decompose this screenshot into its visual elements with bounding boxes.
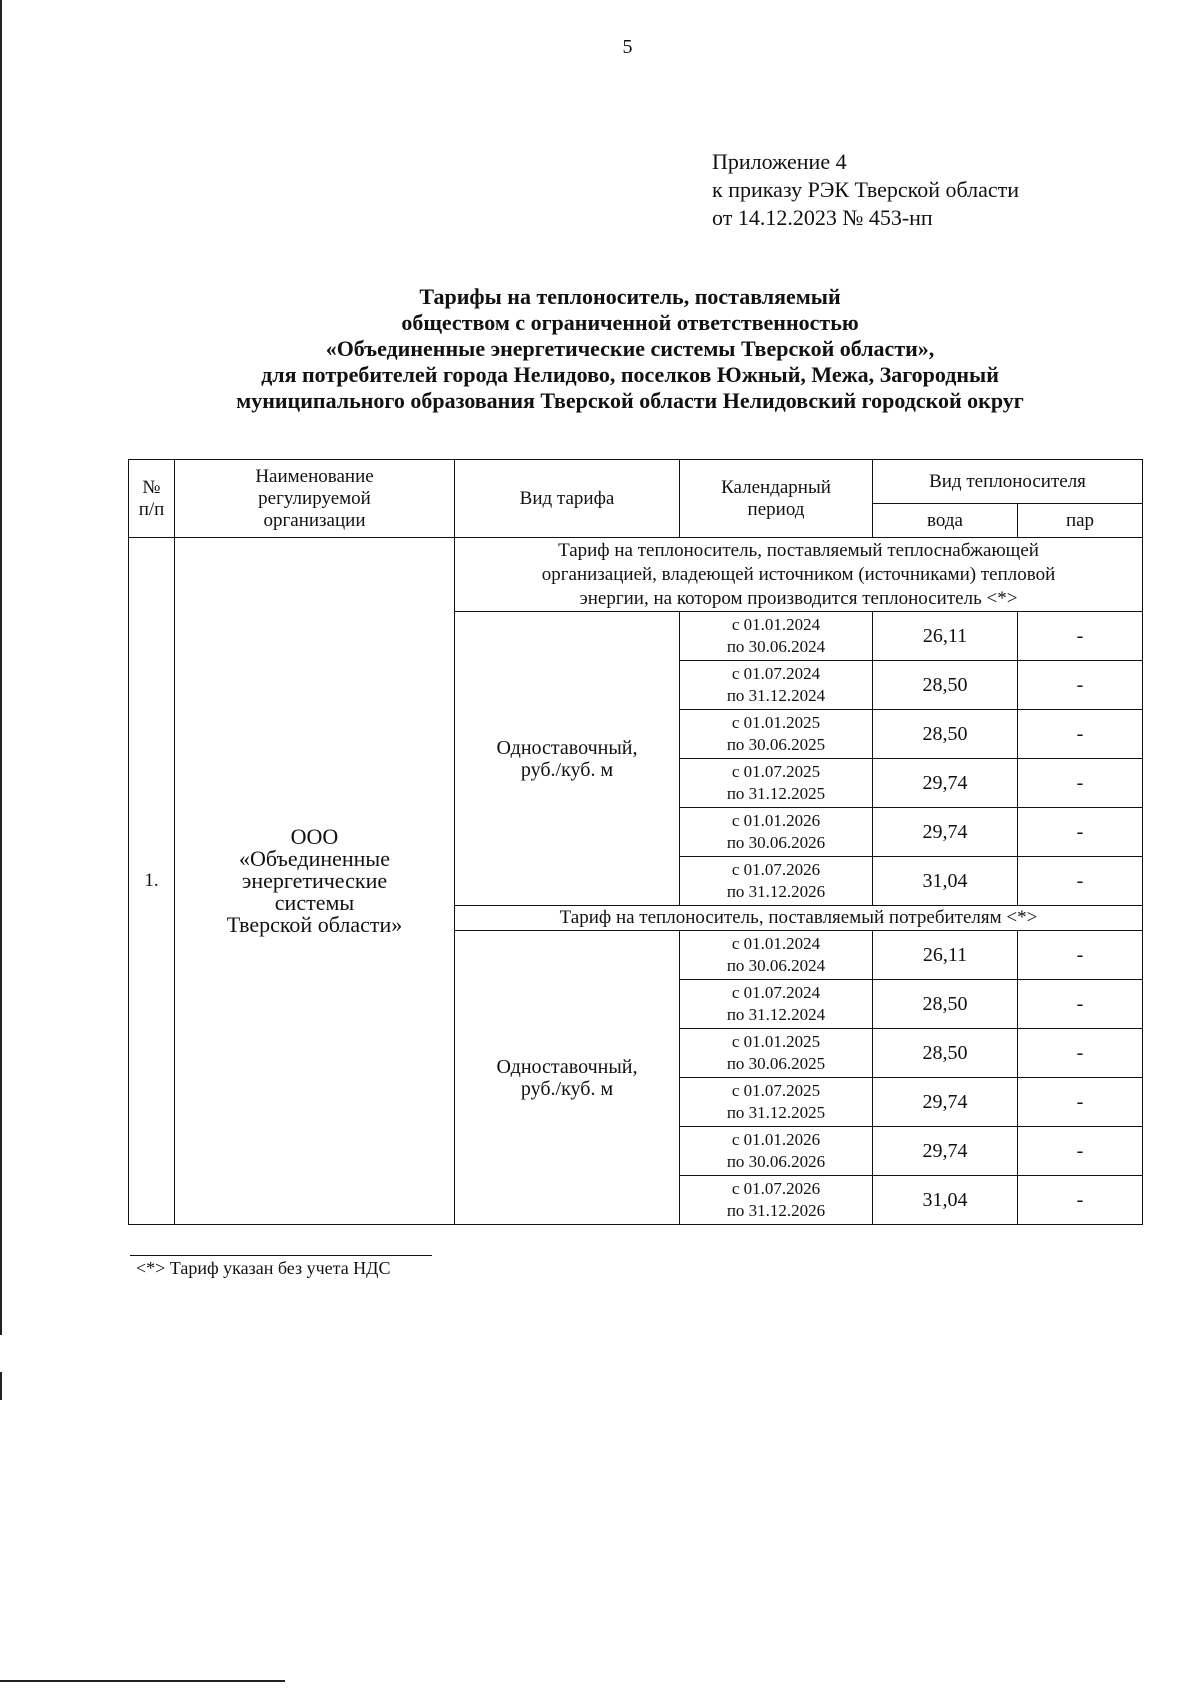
header-period bbox=[680, 460, 873, 538]
steam-value: - bbox=[1018, 1078, 1143, 1127]
period-to: по 30.06.2026 bbox=[726, 1152, 826, 1171]
steam-value: - bbox=[1018, 931, 1143, 980]
steam-value: - bbox=[1018, 980, 1143, 1029]
header-carrier: Вид теплоносителя bbox=[873, 460, 1143, 504]
header-period-line: период bbox=[747, 498, 805, 520]
period-from: с 01.01.2025 bbox=[731, 713, 821, 732]
water-value: 28,50 bbox=[873, 1029, 1018, 1078]
water-value: 29,74 bbox=[873, 1078, 1018, 1127]
steam-value: - bbox=[1018, 857, 1143, 906]
period-cell bbox=[680, 857, 873, 906]
steam-value: - bbox=[1018, 759, 1143, 808]
period-from: с 01.07.2025 bbox=[731, 1081, 821, 1100]
period-to: по 30.06.2025 bbox=[726, 1054, 826, 1073]
header-period-line: Календарный bbox=[721, 476, 831, 498]
period-from: с 01.01.2026 bbox=[731, 1130, 821, 1149]
section-heading bbox=[455, 538, 1143, 612]
section-heading: Тариф на теплоноситель, поставляемый потребителям <*> bbox=[455, 906, 1143, 931]
water-value: 31,04 bbox=[873, 857, 1018, 906]
header-tariff-type: Вид тарифа bbox=[455, 460, 680, 538]
header-org-line: организации bbox=[263, 509, 366, 531]
period-from: с 01.01.2024 bbox=[731, 934, 821, 953]
period-to: по 31.12.2026 bbox=[726, 1201, 826, 1220]
org-name-line: системы bbox=[274, 890, 355, 915]
document-title bbox=[130, 284, 1130, 414]
period-to: по 31.12.2025 bbox=[726, 784, 826, 803]
steam-value: - bbox=[1018, 1029, 1143, 1078]
period-to: по 31.12.2024 bbox=[726, 686, 826, 705]
org-name-line: ООО bbox=[290, 824, 339, 849]
footnote: <*> Тариф указан без учета НДС bbox=[136, 1258, 391, 1278]
period-cell bbox=[680, 661, 873, 710]
tariff-kind-line: руб./куб. м bbox=[520, 758, 614, 781]
steam-value: - bbox=[1018, 808, 1143, 857]
water-value: 28,50 bbox=[873, 661, 1018, 710]
org-name bbox=[175, 538, 455, 1225]
period-cell bbox=[680, 710, 873, 759]
water-value: 31,04 bbox=[873, 1176, 1018, 1225]
period-cell bbox=[680, 612, 873, 661]
header-steam: пар bbox=[1018, 504, 1143, 538]
period-cell bbox=[680, 808, 873, 857]
steam-value: - bbox=[1018, 1176, 1143, 1225]
scan-edge-mark bbox=[0, 1372, 2, 1400]
steam-value: - bbox=[1018, 710, 1143, 759]
period-cell bbox=[680, 1029, 873, 1078]
period-to: по 30.06.2025 bbox=[726, 735, 826, 754]
header-water: вода bbox=[873, 504, 1018, 538]
period-to: по 31.12.2026 bbox=[726, 882, 826, 901]
steam-value: - bbox=[1018, 1127, 1143, 1176]
period-cell bbox=[680, 931, 873, 980]
period-from: с 01.01.2026 bbox=[731, 811, 821, 830]
header-num-line: п/п bbox=[138, 498, 165, 520]
period-cell bbox=[680, 1176, 873, 1225]
header-org bbox=[175, 460, 455, 538]
title-line: муниципального образования Тверской области Нелидовский городской округ bbox=[236, 388, 1024, 413]
header-org-line: регулируемой bbox=[258, 487, 371, 509]
period-from: с 01.01.2025 bbox=[731, 1032, 821, 1051]
period-cell bbox=[680, 1127, 873, 1176]
period-to: по 31.12.2024 bbox=[726, 1005, 826, 1024]
period-to: по 31.12.2025 bbox=[726, 1103, 826, 1122]
period-cell bbox=[680, 759, 873, 808]
period-from: с 01.01.2024 bbox=[731, 615, 821, 634]
steam-value: - bbox=[1018, 661, 1143, 710]
section-heading-line: энергии, на котором производится теплоноситель <*> bbox=[579, 587, 1018, 609]
water-value: 26,11 bbox=[873, 612, 1018, 661]
header-org-line: Наименование bbox=[255, 465, 374, 487]
title-line: «Объединенные энергетические системы Тверской области», bbox=[325, 336, 935, 361]
appendix-line: от 14.12.2023 № 453-нп bbox=[712, 205, 933, 230]
period-from: с 01.07.2026 bbox=[731, 1179, 821, 1198]
appendix-line: к приказу РЭК Тверской области bbox=[712, 177, 1020, 202]
org-name-line: Тверской области» bbox=[226, 912, 403, 937]
steam-value: - bbox=[1018, 612, 1143, 661]
period-cell bbox=[680, 980, 873, 1029]
period-cell bbox=[680, 1078, 873, 1127]
period-to: по 30.06.2024 bbox=[726, 637, 826, 656]
tariff-kind-line: руб./куб. м bbox=[520, 1077, 614, 1100]
water-value: 29,74 bbox=[873, 1127, 1018, 1176]
water-value: 28,50 bbox=[873, 710, 1018, 759]
bottom-rule bbox=[0, 1680, 285, 1682]
title-line: Тарифы на теплоноситель, поставляемый bbox=[419, 284, 841, 309]
section-heading-row bbox=[129, 538, 1143, 612]
tariff-kind-line: Одноставочный, bbox=[496, 736, 638, 759]
title-line: для потребителей города Нелидово, поселков Южный, Межа, Загородный bbox=[261, 362, 999, 387]
table-header-row bbox=[129, 460, 1143, 504]
period-from: с 01.07.2024 bbox=[731, 664, 821, 683]
footnote-divider bbox=[130, 1255, 432, 1256]
period-to: по 30.06.2026 bbox=[726, 833, 826, 852]
section-heading-line: организацией, владеющей источником (источниками) тепловой bbox=[541, 563, 1056, 585]
period-from: с 01.07.2025 bbox=[731, 762, 821, 781]
tariff-kind-line: Одноставочный, bbox=[496, 1055, 638, 1078]
appendix-block bbox=[712, 148, 1019, 232]
section-heading-line: Тариф на теплоноситель, поставляемый теплоснабжающей bbox=[558, 539, 1039, 561]
tariff-kind bbox=[455, 612, 680, 906]
header-num-line: № bbox=[142, 476, 161, 498]
tariff-kind bbox=[455, 931, 680, 1225]
water-value: 26,11 bbox=[873, 931, 1018, 980]
period-to: по 30.06.2024 bbox=[726, 956, 826, 975]
tariff-table bbox=[128, 459, 1143, 1225]
water-value: 29,74 bbox=[873, 808, 1018, 857]
org-name-line: энергетические bbox=[241, 868, 388, 893]
page-number: 5 bbox=[622, 36, 633, 58]
water-value: 28,50 bbox=[873, 980, 1018, 1029]
scan-edge-line bbox=[0, 0, 2, 1335]
header-num bbox=[129, 460, 175, 538]
appendix-line: Приложение 4 bbox=[712, 149, 847, 174]
org-name-line: «Объединенные bbox=[239, 846, 390, 871]
water-value: 29,74 bbox=[873, 759, 1018, 808]
row-number: 1. bbox=[129, 538, 175, 1225]
period-from: с 01.07.2024 bbox=[731, 983, 821, 1002]
period-from: с 01.07.2026 bbox=[731, 860, 821, 879]
title-line: обществом с ограниченной ответственностью bbox=[401, 310, 859, 335]
